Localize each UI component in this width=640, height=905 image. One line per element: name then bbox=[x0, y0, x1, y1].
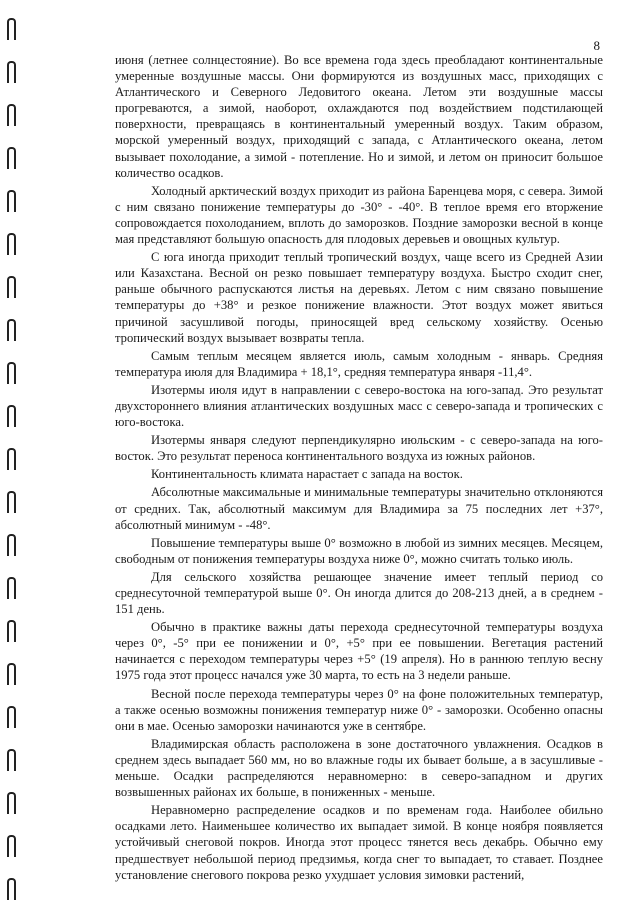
binding-ring bbox=[7, 749, 16, 771]
paragraph: Континентальность климата нарастает с запада на восток. bbox=[151, 467, 463, 482]
binding-ring bbox=[7, 448, 16, 470]
paragraph: Самым теплым месяцем является июль, самым холодным - январь. Средняя температура июля для Владимира + 18,1°, средняя температура января -11,4°. bbox=[115, 348, 603, 379]
paragraph: Неравномерно распределение осадков и по временам года. Наиболее обильно осадками лето. Наименьшее количество их выпадает зимой. В конце ноября появляется устойчивый снеговой покров. Иногда этот процесс тянется весь декабрь. Обычно ему предшествует небольшой период предзимья, когда снег то выпадает, то ставает. Позднее установление снегового покрова резко ухудшает условия зимовки растений, bbox=[115, 803, 603, 882]
binding-ring bbox=[7, 577, 16, 599]
paragraph: Повышение температуры выше 0° возможно в любой из зимних месяцев. Месяцем, свободным от понижения температуры воздуха ниже 0°, можно считать только июль. bbox=[115, 535, 603, 566]
binding-ring bbox=[7, 276, 16, 298]
paragraph: июня (летнее солнцестояние). Во все времена года здесь преобладают континентальные умеренные воздушные массы. Они формируются из воздушных масс, приходящих с Атлантического и Северного Ледовитого океана. Летом эти воздушные массы прогреваются, а зимой, наоборот, охлаждаются под воздействием подстилающей поверхности, превращаясь в континентальный умеренный воздух. Таким образом, морской умеренный воздух, приходящий с запада, с Атлантического океана, летом вызывает похолодание, а зимой - потепление. Но и зимой, и летом он приносит большое количество осадков. bbox=[115, 53, 603, 180]
binding-ring bbox=[7, 835, 16, 857]
paragraph: Владимирская область расположена в зоне достаточного увлажнения. Осадков в среднем здесь выпадает 560 мм, но во влажные годы их бывает больше, а в засушливые - меньше. Осадки распределяются неравномерно: в северо-западном и других возвышенных районах их больше, в пониженных - меньше. bbox=[115, 736, 603, 800]
binding-ring bbox=[7, 491, 16, 513]
binding-ring bbox=[7, 878, 16, 900]
binding-ring bbox=[7, 18, 16, 40]
paragraph: Для сельского хозяйства решающее значение имеет теплый период со среднесуточной температурой выше 0°. Он иногда длится до 208-213 дней, а в среднем - 151 день. bbox=[115, 569, 603, 617]
paragraph: Обычно в практике важны даты перехода среднесуточной температуры воздуха через 0°, -5° при ее понижении и 0°, +5° при ее повышении. Вегетация растений начинается с переходом температуры через +5° (19 апреля). Но в раннюю теплую весну 1975 года этот процесс начался уже 30 марта, то есть на 3 недели раньше. bbox=[115, 620, 603, 683]
spiral-binding bbox=[0, 0, 24, 905]
binding-ring bbox=[7, 362, 16, 384]
binding-ring bbox=[7, 61, 16, 83]
binding-ring bbox=[7, 233, 16, 255]
binding-ring bbox=[7, 706, 16, 728]
paragraph: Холодный арктический воздух приходит из района Баренцева моря, с севера. Зимой с ним связано понижение температуры до -30° - -40°. В теплое время его вторжение сопровождается похолоданием, вплоть до заморозков. Поздние заморозки весной в конце мая представляют большую опасность для плодовых деревьев и овощных культур. bbox=[115, 183, 603, 247]
binding-ring bbox=[7, 147, 16, 169]
paragraph: Абсолютные максимальные и минимальные температуры значительно отклоняются от средних. Так, абсолютный максимум для Владимира за 75 последних лет +37°, абсолютный минимум - -48°. bbox=[115, 485, 603, 532]
binding-ring bbox=[7, 663, 16, 685]
binding-ring bbox=[7, 792, 16, 814]
binding-ring bbox=[7, 104, 16, 126]
binding-ring bbox=[7, 190, 16, 212]
paragraph: Весной после перехода температуры через 0° на фоне положительных температур, а также осенью возможны понижения температур ниже 0° - заморозки. Особенно опасны они в мае. Осенью заморозки начинаются уже в сентябре. bbox=[115, 686, 603, 733]
binding-ring bbox=[7, 534, 16, 556]
paragraph: Изотермы июля идут в направлении с северо-востока на юго-запад. Это результат двухстороннего влияния атлантических воздушных масс с северо-запада и тропических с юго-востока. bbox=[115, 382, 603, 430]
document-body bbox=[115, 52, 603, 885]
paragraph: С юга иногда приходит теплый тропический воздух, чаще всего из Средней Азии или Казахстана. Весной он резко повышает температуру воздуха. Быстро сходит снег, раньше обычного распускаются листья на деревьях. Летом с ним связано повышение температуры до +38° и резкое понижение влажности. Этот воздух может явиться причиной засушливой погоды, приносящей вред сельскому хозяйству. Осенью тропический воздух вызывает возвраты тепла. bbox=[115, 250, 603, 345]
binding-ring bbox=[7, 620, 16, 642]
page-number: 8 bbox=[593, 38, 600, 53]
binding-ring bbox=[7, 319, 16, 341]
paragraph: Изотермы января следуют перпендикулярно июльским - с северо-запада на юго-восток. Это результат переноса континентального воздуха из южных районов. bbox=[115, 433, 603, 464]
binding-ring bbox=[7, 405, 16, 427]
